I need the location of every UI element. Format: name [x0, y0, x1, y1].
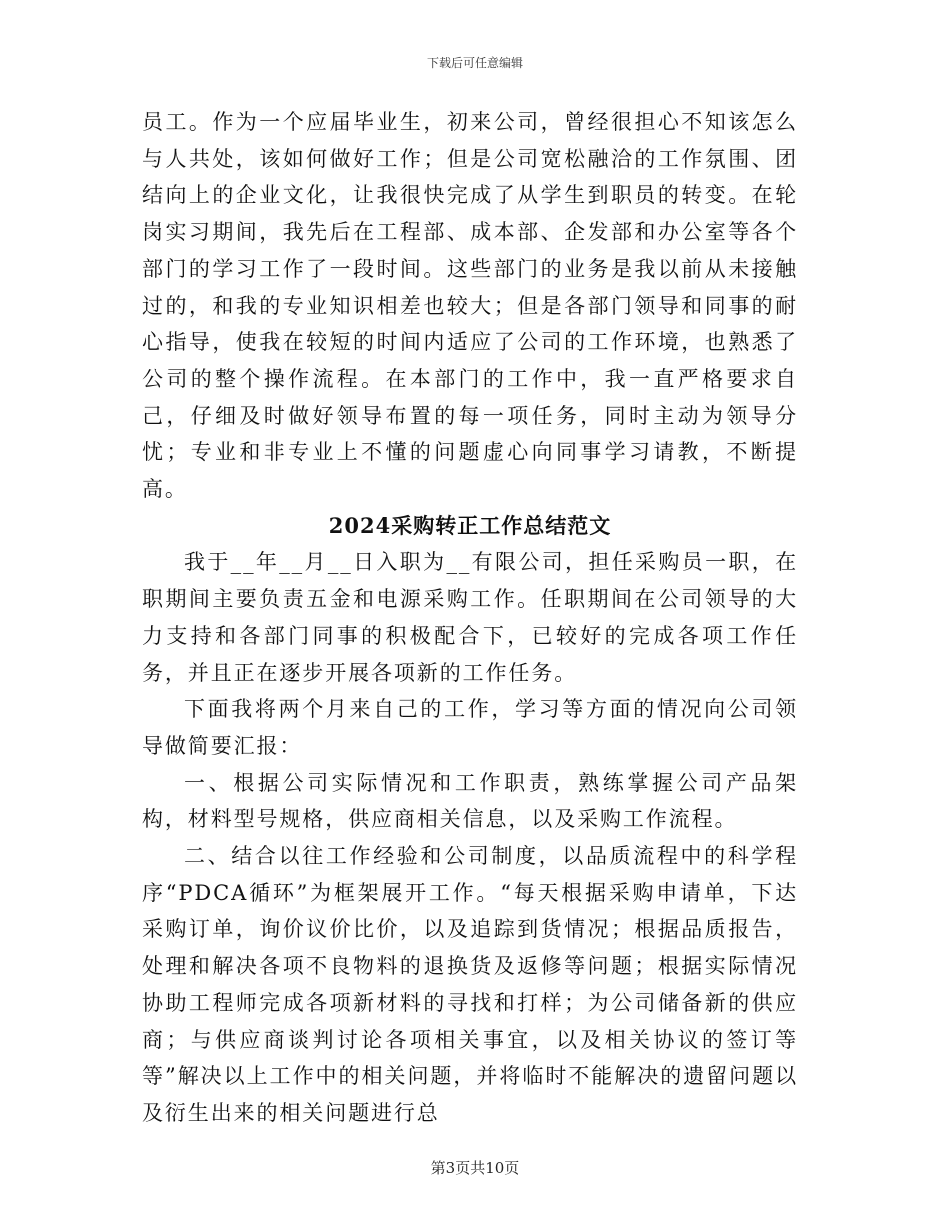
section-paragraph-3: 一、根据公司实际情况和工作职责，熟练掌握公司产品架构，材料型号规格，供应商相关信息，以及采购工作流程。: [142, 770, 798, 832]
section-paragraph-4: 二、结合以往工作经验和公司制度，以品质流程中的科学程序“PDCA循环”为框架展开工作。“每天根据采购申请单，下达采购订单，询价议价比价，以及追踪到货情况；根据品质报告，处理和解决各项不良物料的退换货及返修等问题；根据实际情况协助工程师完成各项新材料的寻找和打样；为公司储备新的供应商；与供应商谈判讨论各项相关事宜，以及相关协议的签订等等”解决以上工作中的相关问题，并将临时不能解决的遗留问题以及衍生出来的相关问题进行总: [142, 844, 798, 1125]
page-number: 第3页共10页: [430, 1159, 520, 1177]
section-paragraph-1: 我于__年__月__日入职为__有限公司，担任采购员一职，在职期间主要负责五金和电源采购工作。任职期间在公司领导的大力支持和各部门同事的积极配合下，已较好的完成各项工作任务，并且正在逐步开展各项新的工作任务。: [142, 550, 798, 685]
section-title: 2024采购转正工作总结范文: [328, 512, 612, 538]
page-header-note: 下载后可任意编辑: [426, 56, 523, 70]
body-paragraph-continued: 员工。作为一个应届毕业生，初来公司，曾经很担心不知该怎么与人共处，该如何做好工作；但是公司宽松融洽的工作氛围、团结向上的企业文化，让我很快完成了从学生到职员的转变。在轮岗实习期间，我先后在工程部、成本部、企发部和办公室等各个部门的学习工作了一段时间。这些部门的业务是我以前从未接触过的，和我的专业知识相差也较大；但是各部门领导和同事的耐心指导，使我在较短的时间内适应了公司的工作环境，也熟悉了公司的整个操作流程。在本部门的工作中，我一直严格要求自己，仔细及时做好领导布置的每一项任务，同时主动为领导分忧；专业和非专业上不懂的问题虚心向同事学习请教，不断提高。: [142, 110, 798, 502]
section-paragraph-2: 下面我将两个月来自己的工作，学习等方面的情况向公司领导做简要汇报：: [142, 697, 798, 758]
document-body: [142, 104, 798, 1132]
